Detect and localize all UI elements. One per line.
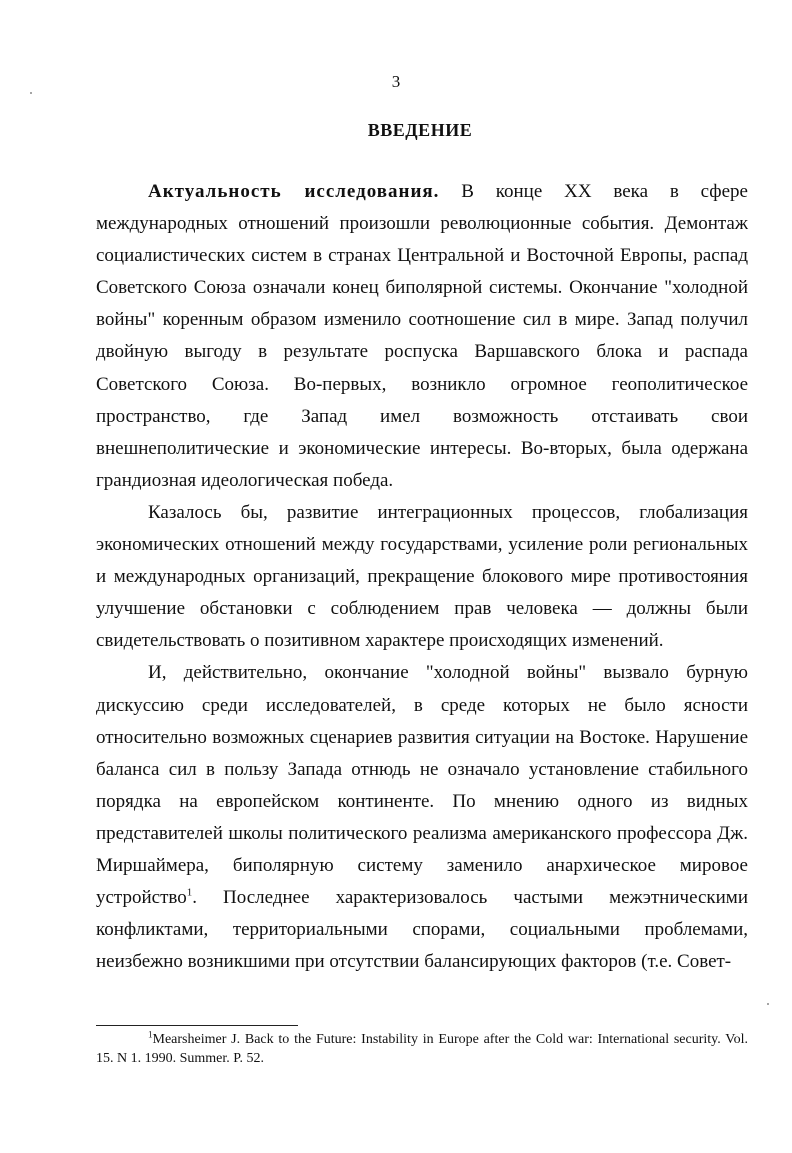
footnote-text: Mearsheimer J. Back to the Future: Instability in Europe after the Cold war: International security. Vol. 15. N 1. 1990. Summer. P. 52.	[96, 1032, 748, 1066]
scan-speck	[767, 1003, 769, 1005]
footnote-reference: 1	[186, 886, 193, 899]
paragraph-text: В конце XX века в сфере международных отношений произошли революционные события. Демонтаж социалистических систем в странах Центральной и Восточной Европы, распад Советского Союза означали конец биполярной системы. Окончание "холодной войны" коренным образом изменило соотношение сил в мире. Запад получил двойную выгоду в результате роспуска Варшавского блока и распада Советского Союза. Во-первых, возникло огромное геополитическое пространство, где Запад имел возможность отстаивать свои внешнеполитические и экономические интересы. Во-вторых, была одержана грандиозная идеологическая победа.	[96, 181, 748, 491]
paragraph-integration	[96, 497, 748, 657]
footnote-mark: 1	[148, 1029, 153, 1040]
page-title: ВВЕДЕНИЕ	[367, 120, 473, 140]
paragraph-lead: Актуальность исследования.	[148, 181, 440, 202]
footnote-divider	[96, 1025, 298, 1026]
footnote	[96, 1030, 748, 1068]
paragraph-cold-war	[96, 657, 748, 978]
scan-speck	[30, 92, 32, 94]
paragraph-text-after-ref: . Последнее характеризовалось частыми межэтническими конфликтами, территориальными спорами, социальными проблемами, неизбежно возникшими при отсутствии балансирующих факторов (т.е. Совет-	[96, 887, 748, 973]
page-number: 3	[391, 72, 401, 91]
paragraph-text-before-ref: И, действительно, окончание "холодной войны" вызвало бурную дискуссию среди исследователей, в среде которых не было ясности относительно возможных сценариев развития ситуации на Востоке. Нарушение баланса сил в пользу Запада отнюдь не означало установление стабильного порядка на европейском континенте. По мнению одного из видных представителей школы политического реализма американского профессора Дж. Миршаймера, биполярную систему заменило анархическое мировое устройство	[96, 662, 748, 909]
body-text	[96, 176, 748, 978]
paragraph-text: Казалось бы, развитие интеграционных процессов, глобализация экономических отношений между государствами, усиление роли региональных и международных организаций, прекращение блокового мире противостояния улучшение обстановки с соблюдением прав человека — должны были свидетельствовать о позитивном характере происходящих изменений.	[96, 501, 748, 652]
paragraph-relevance	[96, 176, 748, 497]
